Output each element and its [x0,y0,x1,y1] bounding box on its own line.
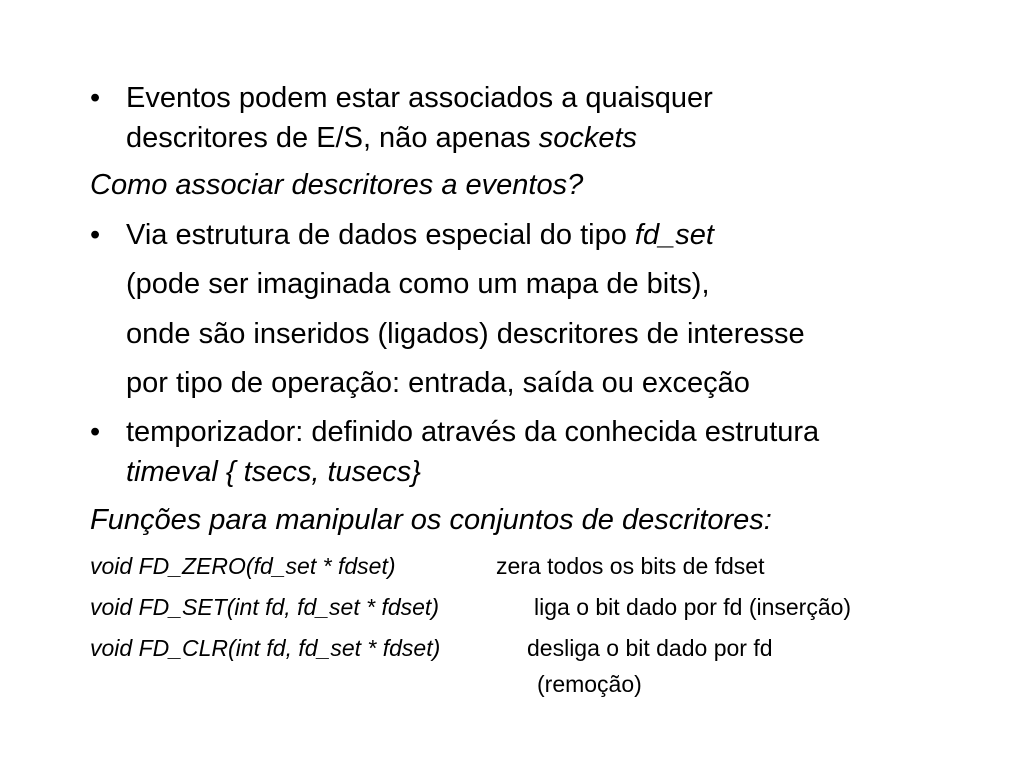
function-fd-clr-description-line-2: (remoção) [537,671,642,697]
function-fd-set-description: liga o bit dado por fd (inserção) [534,594,852,620]
function-fd-clr-signature: void FD_CLR(int fd, fd_set * fdset) [90,635,441,661]
function-fd-zero-description: zera todos os bits de fdset [496,553,765,579]
function-fd-clr-description-line-1: desliga o bit dado por fd [527,635,773,661]
bullet-3-line-2: timeval { tsecs, tusecs} [126,456,421,488]
heading-functions: Funções para manipular os conjuntos de descritores: [90,504,772,536]
bullet-2-line-4: por tipo de operação: entrada, saída ou exceção [126,367,750,399]
bullet-1-line-2-italic: sockets [538,122,638,154]
bullet-marker-2: • [90,219,101,251]
bullet-2-line-1-text: Via estrutura de dados especial do tipo [126,219,635,251]
bullet-2-line-3: onde são inseridos (ligados) descritores de interesse [126,318,805,350]
function-fd-zero-signature: void FD_ZERO(fd_set * fdset) [90,553,396,579]
bullet-2-line-1 [126,221,714,250]
bullet-marker-1: • [90,82,101,114]
bullet-1-line-2-text: descritores de E/S, não apenas [126,122,539,154]
bullet-3-line-1: temporizador: definido através da conhecida estrutura [126,416,820,448]
bullet-1-line-1: Eventos podem estar associados a quaisquer [126,82,713,114]
function-fd-set-signature: void FD_SET(int fd, fd_set * fdset) [90,594,439,620]
bullet-2-line-1-italic: fd_set [634,219,714,251]
bullet-marker-3: • [90,416,101,448]
heading-associate-descriptors: Como associar descritores a eventos? [90,169,584,201]
bullet-2-line-2: (pode ser imaginada como um mapa de bits), [126,268,710,300]
bullet-1-line-2 [126,124,637,153]
